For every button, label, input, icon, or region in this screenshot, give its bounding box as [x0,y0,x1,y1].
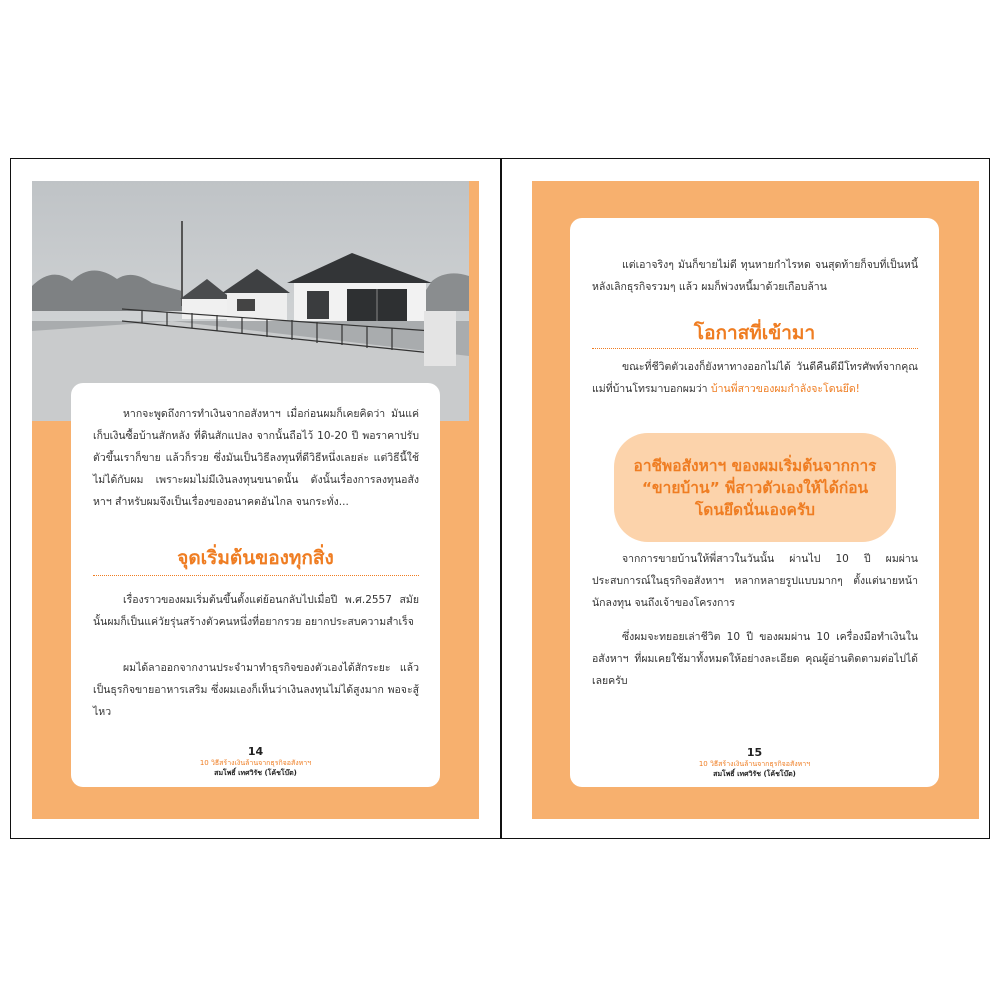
book-spread [10,158,990,839]
heading-underline [93,575,419,576]
page-number: 15 [746,746,763,759]
page-footer [71,745,440,778]
paragraph-3: จากการขายบ้านให้พี่สาวในวันนั้น ผ่านไป 10 ปี ผมผ่านประสบการณ์ในธุรกิจอสังหาฯ หลากหลายรูปแบบมากๆ ตั้งแต่นายหน้า นักลงทุน จนถึงเจ้าของโครงการ [592,553,918,609]
callout-box [614,433,896,542]
paragraph-2: เรื่องราวของผมเริ่มต้นขึ้นตั้งแต่ย้อนกลับไปเมื่อปี พ.ศ.2557 สมัยนั้นผมก็เป็นแค่วัยรุ่นสร้างตัวคนหนึ่งที่อยากรวย อยากประสบความสำเร็จ [93,594,419,628]
section-heading: จุดเริ่มต้นของทุกสิ่ง [177,547,334,569]
paragraph-1: แต่เอาจริงๆ มันก็ขายไม่ดี ทุนหายกำไรหด จนสุดท้ายก็จบที่เป็นหนี้ หลังเลิกธุรกิจรวมๆ แล้ว ผมก็พ่วงหนี้มาด้วยเกือบล้าน [592,259,918,293]
intro-paragraph: หากจะพูดถึงการทำเงินจากอสังหาฯ เมื่อก่อนผมก็เคยคิดว่า มันแค่เก็บเงินซื้อบ้านสักหลัง ที่ดินสักแปลง จากนั้นถือไว้ 10-20 ปี พอราคาปรับตัวขึ้นเราก็ขาย แล้วก็รวย ซึ่งมันเป็นวิธีลงทุนที่ดีวิธีหนึ่งเลยล่ะ แต่วิธีนี้ใช้ไม่ได้กับผม เพราะผมไม่มีเงินลงทุนขนาดนั้น ดังนั้นเรื่องการลงทุนอสังหาฯ สำหรับผมจึงเป็นเรื่องของอนาคตอันไกล จนกระทั่ง... [93,408,419,508]
author-name: สมโพธิ์ เทศวิรัช (โค้ชโบ๊ต) [214,769,297,777]
callout-text: อาชีพอสังหาฯ ของผมเริ่มต้นจากการ “ขายบ้าน” พี่สาวตัวเองให้ได้ก่อนโดนยึดนั่นเองครับ [633,456,877,519]
page-footer [570,746,939,779]
page-14 [11,159,500,838]
author-name: สมโพธิ์ เทศวิรัช (โค้ชโบ๊ต) [713,770,796,778]
paragraph-2-highlight: บ้านพี่สาวของผมกำลังจะโดนยึด! [710,383,860,395]
heading-underline [592,348,918,349]
paragraph-4: ซึ่งผมจะทยอยเล่าชีวิต 10 ปี ของผมผ่าน 10 เครื่องมือทำเงินในอสังหาฯ ที่ผมเคยใช้มาทั้งหมดให้อย่างละเอียด คุณผู้อ่านติดตามต่อไปได้เลยครับ [592,631,918,687]
book-title: 10 วิธีสร้างเงินล้านจากธุรกิจอสังหาฯ [199,759,312,767]
page-number: 14 [247,745,264,758]
content-card-right [570,218,939,787]
book-title: 10 วิธีสร้างเงินล้านจากธุรกิจอสังหาฯ [698,760,811,768]
paragraph-2 [592,356,918,400]
paragraph-3: ผมได้ลาออกจากงานประจำมาทำธุรกิจของตัวเองได้สักระยะ แล้ว เป็นธุรกิจขายอาหารเสริม ซึ่งผมเองก็เห็นว่าเงินลงทุนไม่ได้สูงมาก พอจะสู้ไหว [93,662,419,718]
section-heading: โอกาสที่เข้ามา [693,322,816,344]
page-15 [502,159,989,838]
paragraph-2-text: ขณะที่ชีวิตตัวเองก็ยังหาทางออกไม่ได้ วันดีคืนดีมีโทรศัพท์จากคุณแม่ที่บ้านโทรมาบอกผมว่า [592,361,918,395]
content-card-left [71,383,440,787]
